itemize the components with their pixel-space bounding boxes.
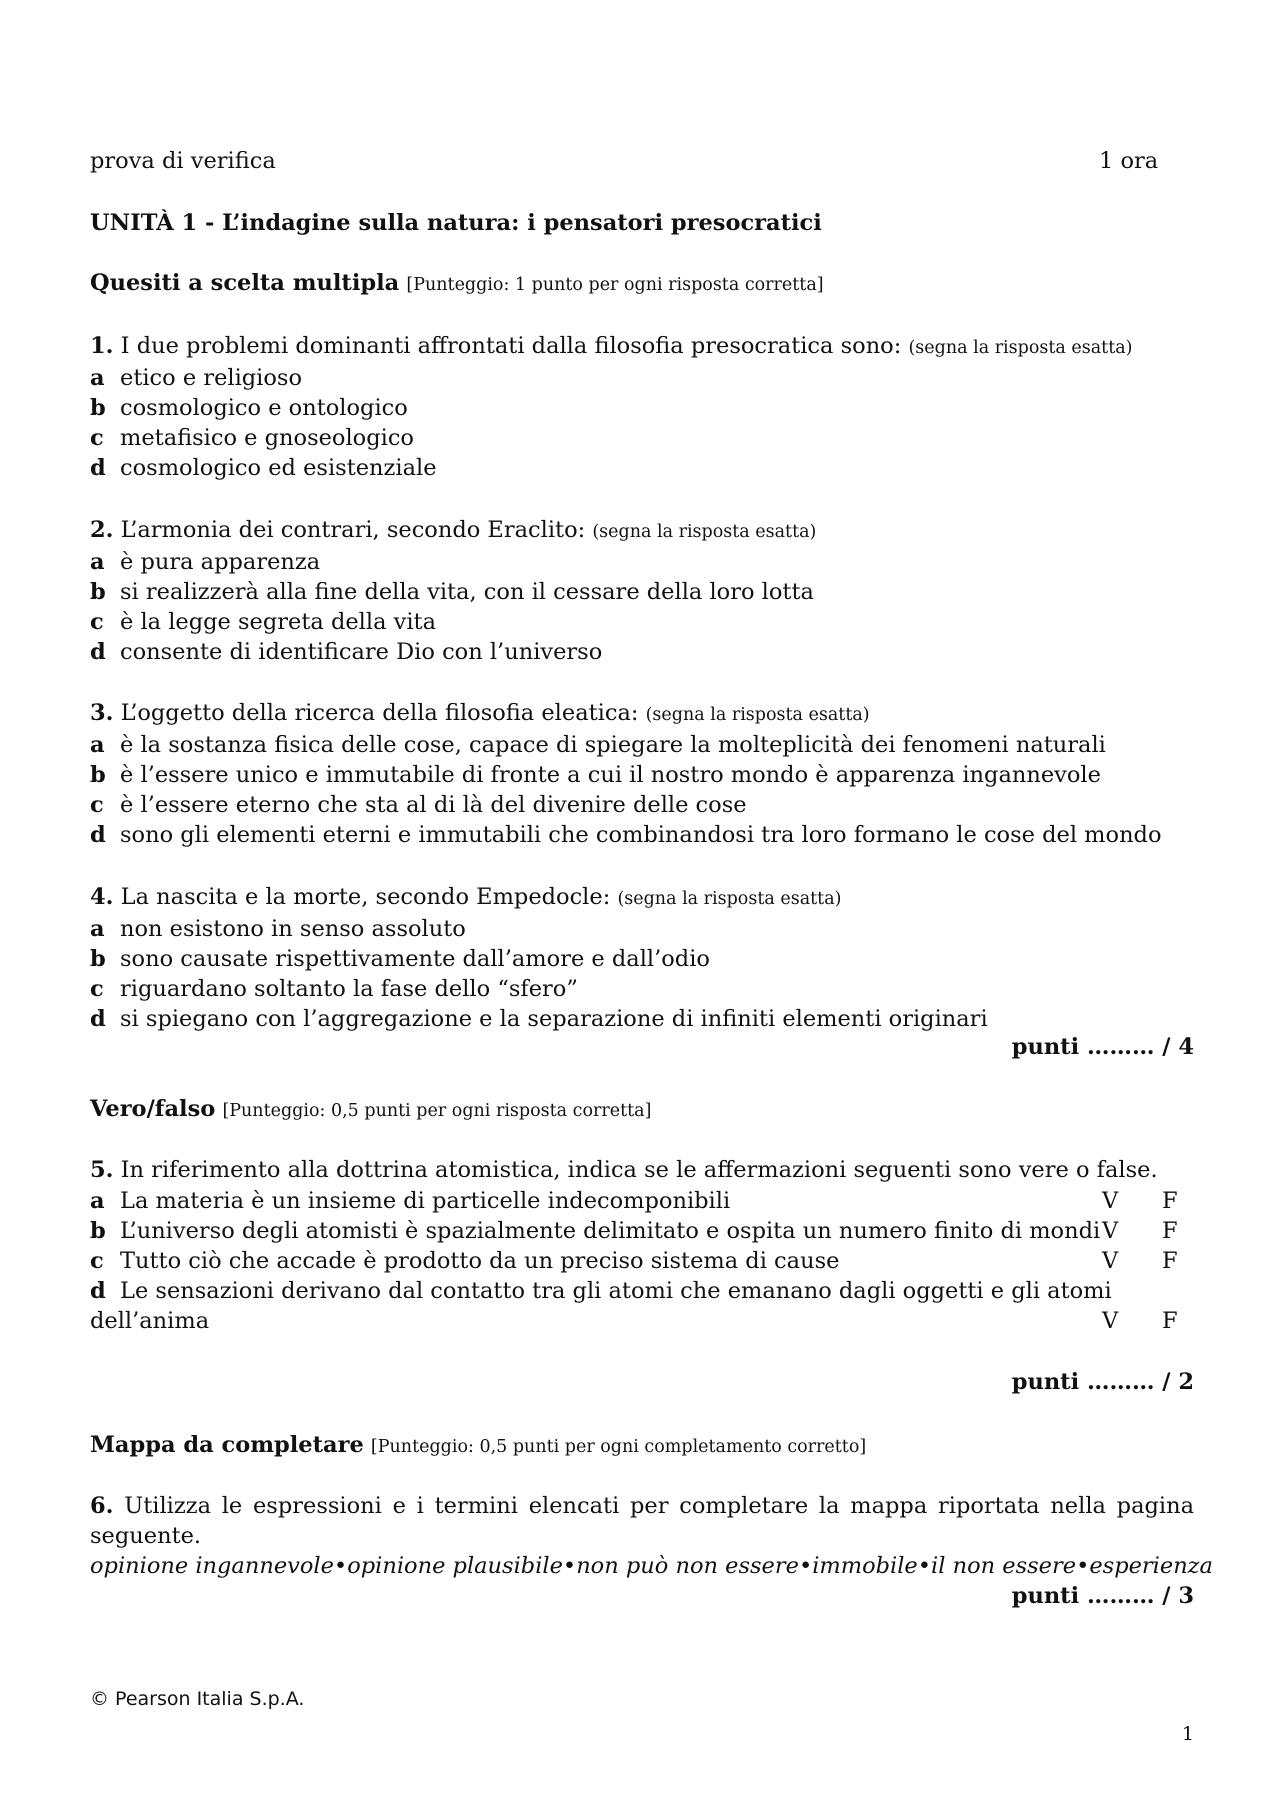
header-left: prova di verifica xyxy=(90,148,276,174)
option-2a[interactable]: a è pura apparenza xyxy=(90,549,321,575)
true-option-c[interactable]: V xyxy=(1102,1248,1119,1274)
question-4 xyxy=(90,882,988,1034)
question-text: Utilizza le espressioni e i termini elencati per completare la mappa riportata nella pagina xyxy=(124,1493,1195,1519)
false-option-b[interactable]: F xyxy=(1162,1218,1178,1244)
question-hint: (segna la risposta esatta) xyxy=(592,522,817,542)
option-2c[interactable]: c è la legge segreta della vita xyxy=(90,609,436,635)
question-2 xyxy=(90,515,816,667)
vf-score: punti ……… / 2 xyxy=(1011,1369,1194,1395)
mc-score: punti ……… / 4 xyxy=(1011,1034,1194,1060)
term: il non essere xyxy=(931,1553,1077,1579)
question-number: 2. xyxy=(90,517,114,543)
false-option-a[interactable]: F xyxy=(1162,1188,1178,1214)
term: opinione ingannevole xyxy=(90,1553,334,1579)
question-5 xyxy=(90,1155,1158,1185)
vf-item-b: b L’universo degli atomisti è spazialmente delimitato e ospita un numero finito di mondi xyxy=(90,1218,1101,1244)
term-list: opinione ingannevole • opinione plausibile • non può non essere • immobile • il non essere • esperienza xyxy=(90,1553,1213,1579)
vf-section-heading xyxy=(90,1094,651,1126)
option-2d[interactable]: d consente di identificare Dio con l’universo xyxy=(90,639,603,665)
page-number: 1 xyxy=(1181,1723,1194,1745)
true-option-a[interactable]: V xyxy=(1102,1188,1119,1214)
question-hint: (segna la risposta esatta) xyxy=(908,338,1133,358)
option-2b[interactable]: b si realizzerà alla fine della vita, con il cessare della loro lotta xyxy=(90,579,814,605)
question-6-continued: seguente. xyxy=(90,1523,202,1549)
question-number: 6. xyxy=(90,1493,114,1519)
header-right: 1 ora xyxy=(1099,148,1159,174)
question-text: In riferimento alla dottrina atomistica, indica se le affermazioni seguenti sono vere o false. xyxy=(120,1157,1158,1183)
option-3a[interactable]: a è la sostanza fisica delle cose, capace di spiegare la molteplicità dei fenomeni naturali xyxy=(90,732,1106,758)
option-3c[interactable]: c è l’essere eterno che sta al di là del divenire delle cose xyxy=(90,792,747,818)
unit-title: UNITÀ 1 - L’indagine sulla natura: i pensatori presocratici xyxy=(90,210,822,236)
false-option-d[interactable]: F xyxy=(1162,1308,1178,1334)
mc-section-title: Quesiti a scelta multipla xyxy=(90,270,400,296)
true-option-b[interactable]: V xyxy=(1102,1218,1119,1244)
vf-item-d: d Le sensazioni derivano dal contatto tra gli atomi che emanano dagli oggetti e gli atomi xyxy=(90,1278,1112,1304)
option-3d[interactable]: d sono gli elementi eterni e immutabili che combinandosi tra loro formano le cose del mondo xyxy=(90,822,1162,848)
vf-item-c: c Tutto ciò che accade è prodotto da un preciso sistema di cause xyxy=(90,1248,840,1274)
copyright: © Pearson Italia S.p.A. xyxy=(90,1688,305,1710)
true-option-d[interactable]: V xyxy=(1102,1308,1119,1334)
option-4d[interactable]: d si spiegano con l’aggregazione e la separazione di infiniti elementi originari xyxy=(90,1006,988,1032)
question-text: La nascita e la morte, secondo Empedocle: xyxy=(120,884,611,910)
question-number: 1. xyxy=(90,333,114,359)
map-section-note: [Punteggio: 0,5 punti per ogni completamento corretto] xyxy=(370,1437,867,1457)
map-score: punti ……… / 3 xyxy=(1011,1583,1194,1609)
term: opinione plausibile xyxy=(347,1553,563,1579)
vf-section-note: [Punteggio: 0,5 punti per ogni risposta corretta] xyxy=(222,1101,652,1121)
map-section-title: Mappa da completare xyxy=(90,1432,364,1458)
term: esperienza xyxy=(1089,1553,1213,1579)
vf-item-a: a La materia è un insieme di particelle indecomponibili xyxy=(90,1188,731,1214)
document-page xyxy=(90,0,1213,1811)
question-hint: (segna la risposta esatta) xyxy=(645,705,870,725)
question-6 xyxy=(90,1491,1194,1521)
map-section-heading xyxy=(90,1430,866,1462)
option-4b[interactable]: b sono causate rispettivamente dall’amore e dall’odio xyxy=(90,946,710,972)
question-text: L’armonia dei contrari, secondo Eraclito: xyxy=(120,517,586,543)
question-text: I due problemi dominanti affrontati dalla filosofia presocratica sono: xyxy=(120,333,902,359)
vf-section-title: Vero/falso xyxy=(90,1096,216,1122)
option-1c[interactable]: c metafisico e gnoseologico xyxy=(90,425,414,451)
term: non può non essere xyxy=(576,1553,799,1579)
option-1d[interactable]: d cosmologico ed esistenziale xyxy=(90,455,437,481)
question-1 xyxy=(90,331,1132,483)
mc-section-note: [Punteggio: 1 punto per ogni risposta corretta] xyxy=(406,275,824,295)
question-number: 4. xyxy=(90,884,114,910)
option-4a[interactable]: a non esistono in senso assoluto xyxy=(90,916,466,942)
option-1b[interactable]: b cosmologico e ontologico xyxy=(90,395,408,421)
question-number: 3. xyxy=(90,700,114,726)
option-4c[interactable]: c riguardano soltanto la fase dello “sfero” xyxy=(90,976,578,1002)
question-number: 5. xyxy=(90,1157,114,1183)
question-text: L’oggetto della ricerca della filosofia eleatica: xyxy=(120,700,639,726)
false-option-c[interactable]: F xyxy=(1162,1248,1178,1274)
option-1a[interactable]: a etico e religioso xyxy=(90,365,303,391)
mc-section-heading xyxy=(90,268,824,300)
option-3b[interactable]: b è l’essere unico e immutabile di fronte a cui il nostro mondo è apparenza ingannevole xyxy=(90,762,1101,788)
term: immobile xyxy=(812,1553,918,1579)
question-3 xyxy=(90,698,1162,850)
question-hint: (segna la risposta esatta) xyxy=(617,889,842,909)
vf-item-d-continued: dell’anima xyxy=(90,1308,210,1334)
